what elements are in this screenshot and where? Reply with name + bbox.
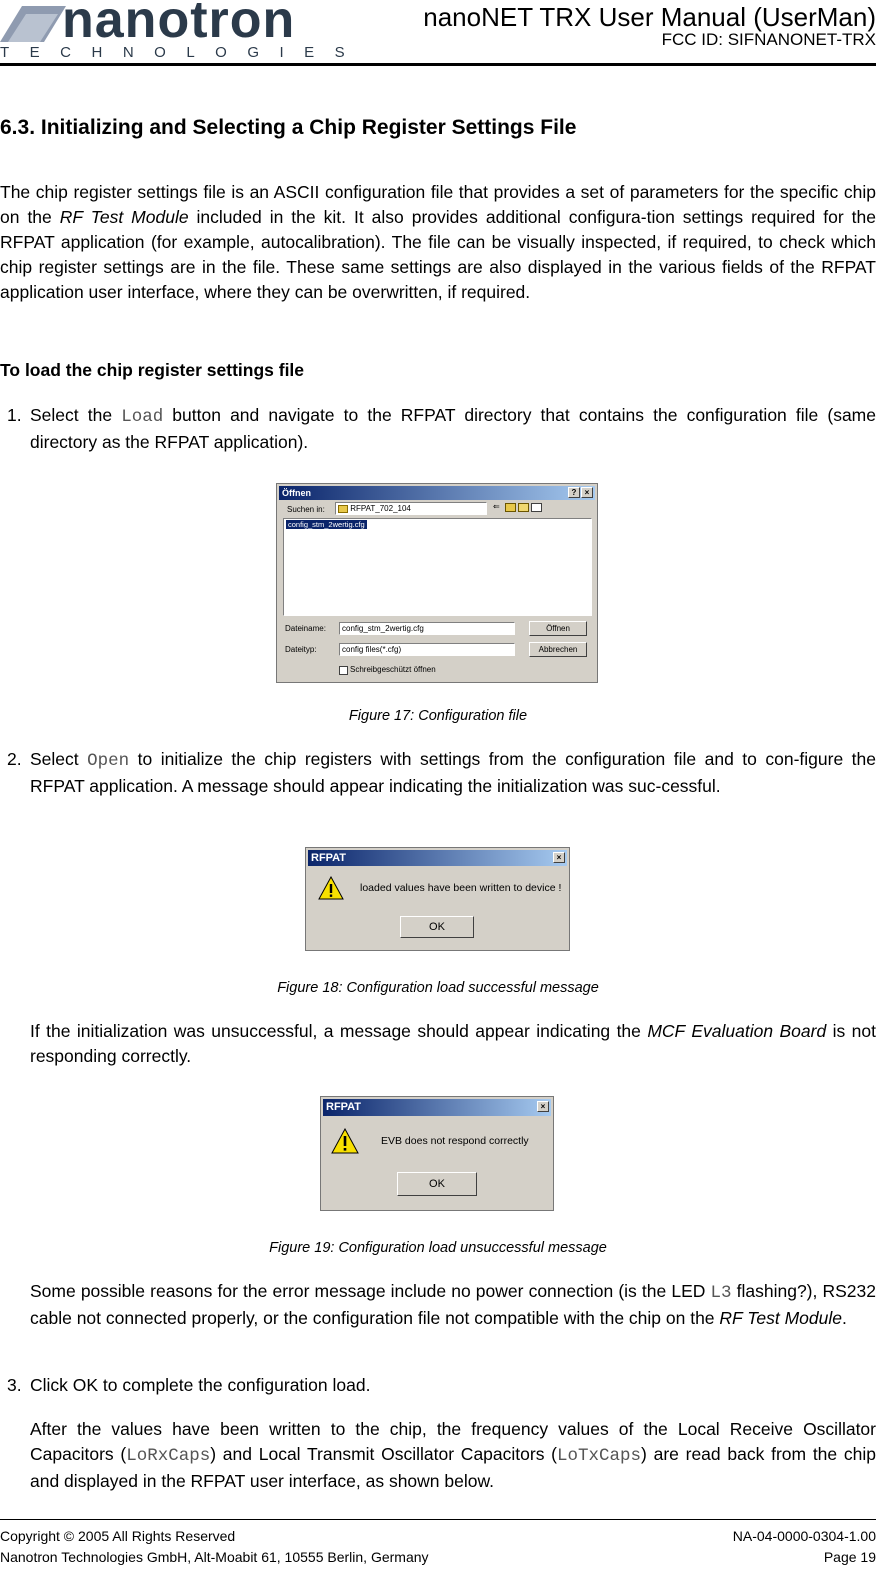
footer-document-number: NA-04-0000-0304-1.00 (732, 1528, 876, 1544)
logo-swoosh-icon (0, 6, 66, 42)
step-3-text: Click OK to complete the configuration load. (30, 1375, 371, 1395)
step-2-number: 2. (7, 749, 22, 769)
figure-18-caption: Figure 18: Configuration load successful message (277, 980, 599, 996)
dialog-message: EVB does not respond correctly (381, 1135, 529, 1147)
dialog-titlebar: Öffnen ? × (279, 486, 595, 500)
folder-icon (338, 505, 348, 513)
new-folder-icon[interactable] (518, 503, 529, 512)
fcc-id: FCC ID: SIFNANONET-TRX (661, 30, 876, 49)
dialog-titlebar: RFPAT × (308, 850, 567, 866)
section-heading: 6.3. Initializing and Selecting a Chip Register Settings File (0, 116, 577, 139)
filetype-label: Dateityp: (285, 645, 317, 654)
header-divider (0, 63, 876, 66)
figure-19-caption: Figure 19: Configuration load unsuccessful message (269, 1240, 607, 1256)
reasons-paragraph: Some possible reasons for the error message include no power connection (is the LED L3 flashing?), RS232 cable not connected properly, or the configuration file not compatible with the chip on the RF Test Module. (30, 1281, 876, 1328)
file-list[interactable] (283, 518, 592, 616)
procedure-heading: To load the chip register settings file (0, 360, 305, 380)
logo (0, 0, 366, 62)
step-1-text: Select the Load button and navigate to the RFPAT directory that contains the configuration file (same directory as the RFPAT application). (30, 405, 876, 452)
open-button[interactable]: Öffnen (529, 621, 587, 636)
footer-page-number: Page 19 (823, 1549, 876, 1565)
look-in-select[interactable]: RFPAT_702_104 (335, 502, 487, 515)
logo-subtitle: TECHNOLOGIES (0, 44, 366, 61)
document-title: nanoNET TRX User Manual (UserMan) (423, 2, 876, 32)
filetype-select[interactable]: config files(*.cfg) (339, 643, 515, 656)
error-dialog (320, 1096, 554, 1211)
success-dialog (305, 847, 570, 951)
step-2-text: Select Open to initialize the chip registers with settings from the configuration file and to con-figure the RFPAT application. A message should appear indicating the initialization was suc-cessful. (30, 749, 876, 796)
footer-address: Nanotron Technologies GmbH, Alt-Moabit 61, 10555 Berlin, Germany (0, 1549, 429, 1565)
intro-paragraph: The chip register settings file is an ASCII configuration file that provides a set of parameters for the specific chip on the RF Test Module included in the kit. It also provides additional configura-tion settings required for the RFPAT application (for example, autocalibration). The file can be visually inspected, if required, to check which chip register settings are in the file. These same settings are also displayed in the various fields of the RFPAT application user interface, where they can be overwritten, if required. (0, 182, 876, 302)
ok-button[interactable]: OK (397, 1172, 477, 1196)
ok-button[interactable]: OK (400, 916, 474, 938)
step-1-number: 1. (7, 405, 22, 425)
help-button[interactable]: ? (568, 487, 580, 498)
back-icon[interactable]: ⇐ (493, 502, 500, 511)
filename-input[interactable]: config_stm_2wertig.cfg (339, 622, 515, 635)
warning-icon (318, 876, 344, 900)
close-button[interactable]: × (553, 852, 565, 863)
close-button[interactable]: × (581, 487, 593, 498)
dialog-message: loaded values have been written to device ! (360, 882, 562, 894)
failure-paragraph: If the initialization was unsuccessful, a message should appear indicating the MCF Evaluation Board is not responding correctly. (30, 1021, 876, 1066)
open-file-dialog (276, 483, 598, 683)
filename-label: Dateiname: (285, 624, 326, 633)
file-list-item[interactable]: config_stm_2wertig.cfg (288, 520, 365, 529)
readback-paragraph: After the values have been written to the chip, the frequency values of the Local Receive Oscillator Capacitors (LoRxCaps) and Local Transmit Oscillator Capacitors (LoTxCaps) are read back from the chip and displayed in the RFPAT user interface, as shown below. (30, 1419, 876, 1491)
dialog-titlebar: RFPAT × (323, 1099, 551, 1116)
up-folder-icon[interactable] (505, 503, 516, 512)
step-3-number: 3. (7, 1375, 22, 1395)
warning-icon (331, 1128, 359, 1154)
logo-wordmark: nanotron (62, 0, 296, 49)
look-in-label: Suchen in: (287, 505, 325, 514)
readonly-checkbox[interactable] (339, 666, 348, 675)
cancel-button[interactable]: Abbrechen (529, 642, 587, 657)
readonly-label: Schreibgeschützt öffnen (350, 665, 436, 674)
close-button[interactable]: × (537, 1101, 549, 1112)
footer-divider (0, 1519, 876, 1520)
footer-copyright: Copyright © 2005 All Rights Reserved (0, 1528, 236, 1544)
view-menu-icon[interactable] (531, 503, 542, 512)
figure-17-caption: Figure 17: Configuration file (348, 708, 528, 724)
